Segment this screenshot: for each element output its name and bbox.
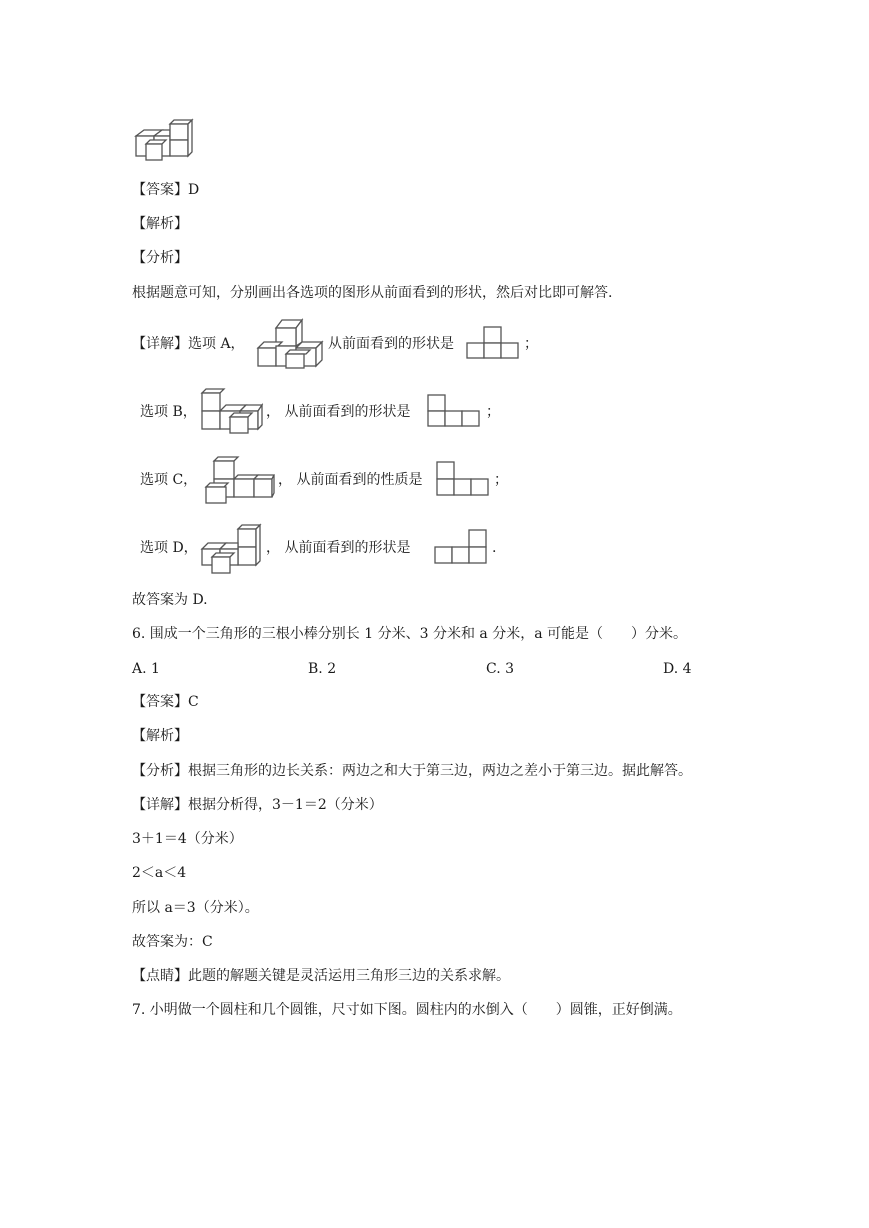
q6-dianjing: 【点睛】此题的解题关键是灵活运用三角形三边的关系求解。 — [132, 968, 510, 984]
q5-d-mid: ， 从前面看到的形状是 — [266, 540, 411, 556]
q5-fenxi-text: 根据题意可知，分别画出各选项的图形从前面看到的形状，然后对比即可解答. — [132, 285, 613, 301]
option-d-front-view — [434, 529, 490, 569]
q6-analysis-heading: 【解析】 — [132, 728, 188, 744]
q6-fenxi: 【分析】根据三角形的边长关系：两边之和大于第三边，两边之差小于第三边。据此解答。 — [132, 763, 692, 779]
q5-d-prefix: 选项 D， — [140, 540, 198, 556]
q6-option-d: D. 4 — [663, 661, 692, 677]
q5-detail-a-end: ； — [524, 336, 538, 352]
q6-option-c: C. 3 — [486, 661, 515, 677]
cube-figure-top — [132, 114, 196, 166]
option-b-cube-figure — [200, 385, 264, 441]
option-c-cube-figure — [204, 455, 276, 511]
option-a-front-view — [466, 326, 522, 364]
q5-b-mid: ， 从前面看到的形状是 — [266, 404, 411, 420]
q5-answer: 【答案】D — [132, 182, 200, 198]
q6-answer: 【答案】C — [132, 694, 199, 710]
q6-detail: 【详解】根据分析得，3－1＝2（分米） — [132, 797, 383, 813]
option-c-front-view — [436, 461, 492, 501]
option-a-cube-figure — [256, 316, 326, 374]
q6-step2: 3＋1＝4（分米） — [132, 831, 243, 847]
option-b-front-view — [427, 394, 483, 432]
q5-c-end: ； — [494, 472, 508, 488]
q5-detail-a-mid: 从前面看到的形状是 — [328, 336, 454, 352]
q6-option-a: A. 1 — [132, 661, 160, 677]
q5-c-prefix: 选项 C， — [140, 472, 198, 488]
q6-question: 6. 围成一个三角形的三根小棒分别长 1 分米、3 分米和 a 分米，a 可能是（ ）分米。 — [132, 626, 688, 642]
q6-option-b: B. 2 — [308, 661, 337, 677]
q5-fenxi-heading: 【分析】 — [132, 250, 188, 266]
q5-c-mid: ， 从前面看到的性质是 — [278, 472, 423, 488]
q7-question: 7. 小明做一个圆柱和几个圆锥，尺寸如下图。圆柱内的水倒入（ ）圆锥，正好倒满。 — [132, 1002, 682, 1018]
q5-b-prefix: 选项 B， — [140, 404, 197, 420]
q5-detail-a-prefix: 【详解】选项 A， — [132, 336, 245, 352]
q5-analysis-heading: 【解析】 — [132, 216, 188, 232]
q6-conclusion: 故答案为：C — [132, 934, 213, 950]
q5-d-end: . — [492, 540, 497, 556]
option-d-cube-figure — [198, 523, 264, 579]
q5-conclusion: 故答案为 D. — [132, 592, 208, 608]
q6-step4: 所以 a＝3（分米）。 — [132, 900, 259, 916]
q5-b-end: ； — [486, 404, 500, 420]
q6-step3: 2＜a＜4 — [132, 865, 187, 881]
